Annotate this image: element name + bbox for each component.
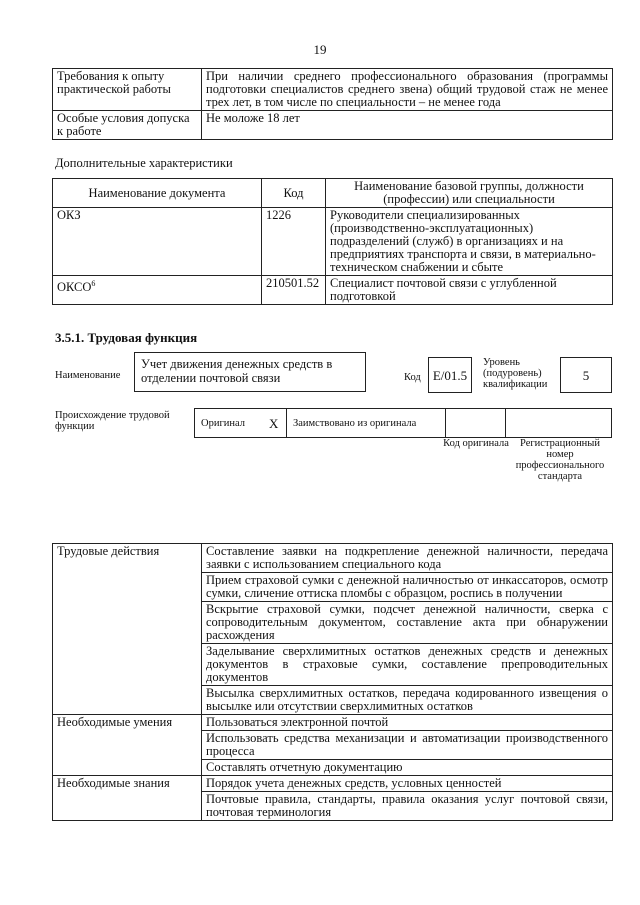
action-item: Прием страховой сумки с денежной наличностью от инкассаторов, осмотр сумки, сличение оттиска пломбы с образцом, роспись в получении [202, 573, 613, 602]
skill-item: Пользоваться электронной почтой [202, 715, 613, 731]
table-row [53, 715, 613, 731]
requirement-label: Требования к опыту практической работы [53, 69, 202, 111]
knowledge-item: Почтовые правила, стандарты, правила оказания услуг почтовой связи, почтовая терминология [202, 792, 613, 821]
section-title: 3.5.1. Трудовая функция [55, 330, 198, 345]
requirement-value: Не моложе 18 лет [202, 111, 613, 140]
table-row [53, 208, 613, 276]
function-details-table [52, 543, 613, 821]
doc-cell [53, 276, 262, 305]
level-label: Уровень (подуровень) квалификации [483, 357, 548, 390]
code-cell: 210501.52 [262, 276, 326, 305]
doc-name: ОКЗ [57, 208, 81, 222]
doc-name: ОКСО [57, 280, 92, 295]
borrowed-label: Заимствовано из оригинала [293, 418, 417, 429]
table-row [53, 544, 613, 573]
requirement-value: При наличии среднего профессионального образования (программы подготовки специалистов среднего звена) общий трудовой стаж не менее трех лет, в том числе по специальности – не менее года [202, 69, 613, 111]
additional-title: Дополнительные характеристики [55, 156, 233, 170]
knowledge-label: Необходимые знания [53, 776, 202, 821]
origin-original-cell [194, 408, 286, 438]
skill-item: Использовать средства механизации и автоматизации производственного процесса [202, 731, 613, 760]
code-label: Код [404, 372, 421, 383]
table-row [53, 776, 613, 792]
name-label: Наименование [55, 370, 121, 381]
name-cell: Специалист почтовой связи с углубленной подготовкой [326, 276, 613, 305]
footnote-mark: 6 [91, 279, 96, 288]
code-cell: 1226 [262, 208, 326, 276]
column-header: Наименование базовой группы, должности (профессии) или специальности [326, 179, 613, 208]
origin-label: Происхождение трудовой функции [55, 410, 170, 432]
action-item: Заделывание сверхлимитных остатков денежных средств и денежных документов в страховые сумки, составление препроводительных документов [202, 644, 613, 686]
table-row [53, 111, 613, 140]
doc-cell [53, 208, 262, 276]
skills-label: Необходимые умения [53, 715, 202, 776]
requirements-table [52, 68, 613, 140]
action-item: Высылка сверхлимитных остатков, передача кодированного извещения о высылке или отсутствии сверхлимитных остатков [202, 686, 613, 715]
page-number: 19 [313, 42, 327, 57]
origin-reg-cell [506, 408, 612, 438]
table-header-row [53, 179, 613, 208]
origin-code-cell [446, 408, 506, 438]
origin-borrowed-cell [286, 408, 446, 438]
code-caption: Код оригинала [443, 438, 509, 449]
skill-item: Составлять отчетную документацию [202, 760, 613, 776]
actions-label: Трудовые действия [53, 544, 202, 715]
action-item: Составление заявки на подкрепление денежной наличности, передача заявки с использованием специального кода [202, 544, 613, 573]
column-header: Код [262, 179, 326, 208]
function-code: E/01.5 [428, 357, 472, 393]
knowledge-item: Порядок учета денежных средств, условных ценностей [202, 776, 613, 792]
table-row [53, 69, 613, 111]
original-mark: X [269, 416, 279, 431]
action-item: Вскрытие страховой сумки, подсчет денежной наличности, сверка с сопроводительным документом, составление акта при обнаружении расхождения [202, 602, 613, 644]
requirement-label: Особые условия допуска к работе [53, 111, 202, 140]
function-name: Учет движения денежных средств в отделении почтовой связи [134, 352, 366, 392]
column-header: Наименование документа [53, 179, 262, 208]
original-label: Оригинал [201, 418, 245, 429]
qualification-level: 5 [560, 357, 612, 393]
characteristics-table [52, 178, 613, 305]
reg-caption: Регистрационный номер профессионального стандарта [515, 438, 605, 482]
name-cell: Руководители специализированных (производственно-эксплуатационных) подразделений (служб) в организациях и на предприятиях транспорта и связи, в материально-техническом снабжении и сбыте [326, 208, 613, 276]
table-row [53, 276, 613, 305]
